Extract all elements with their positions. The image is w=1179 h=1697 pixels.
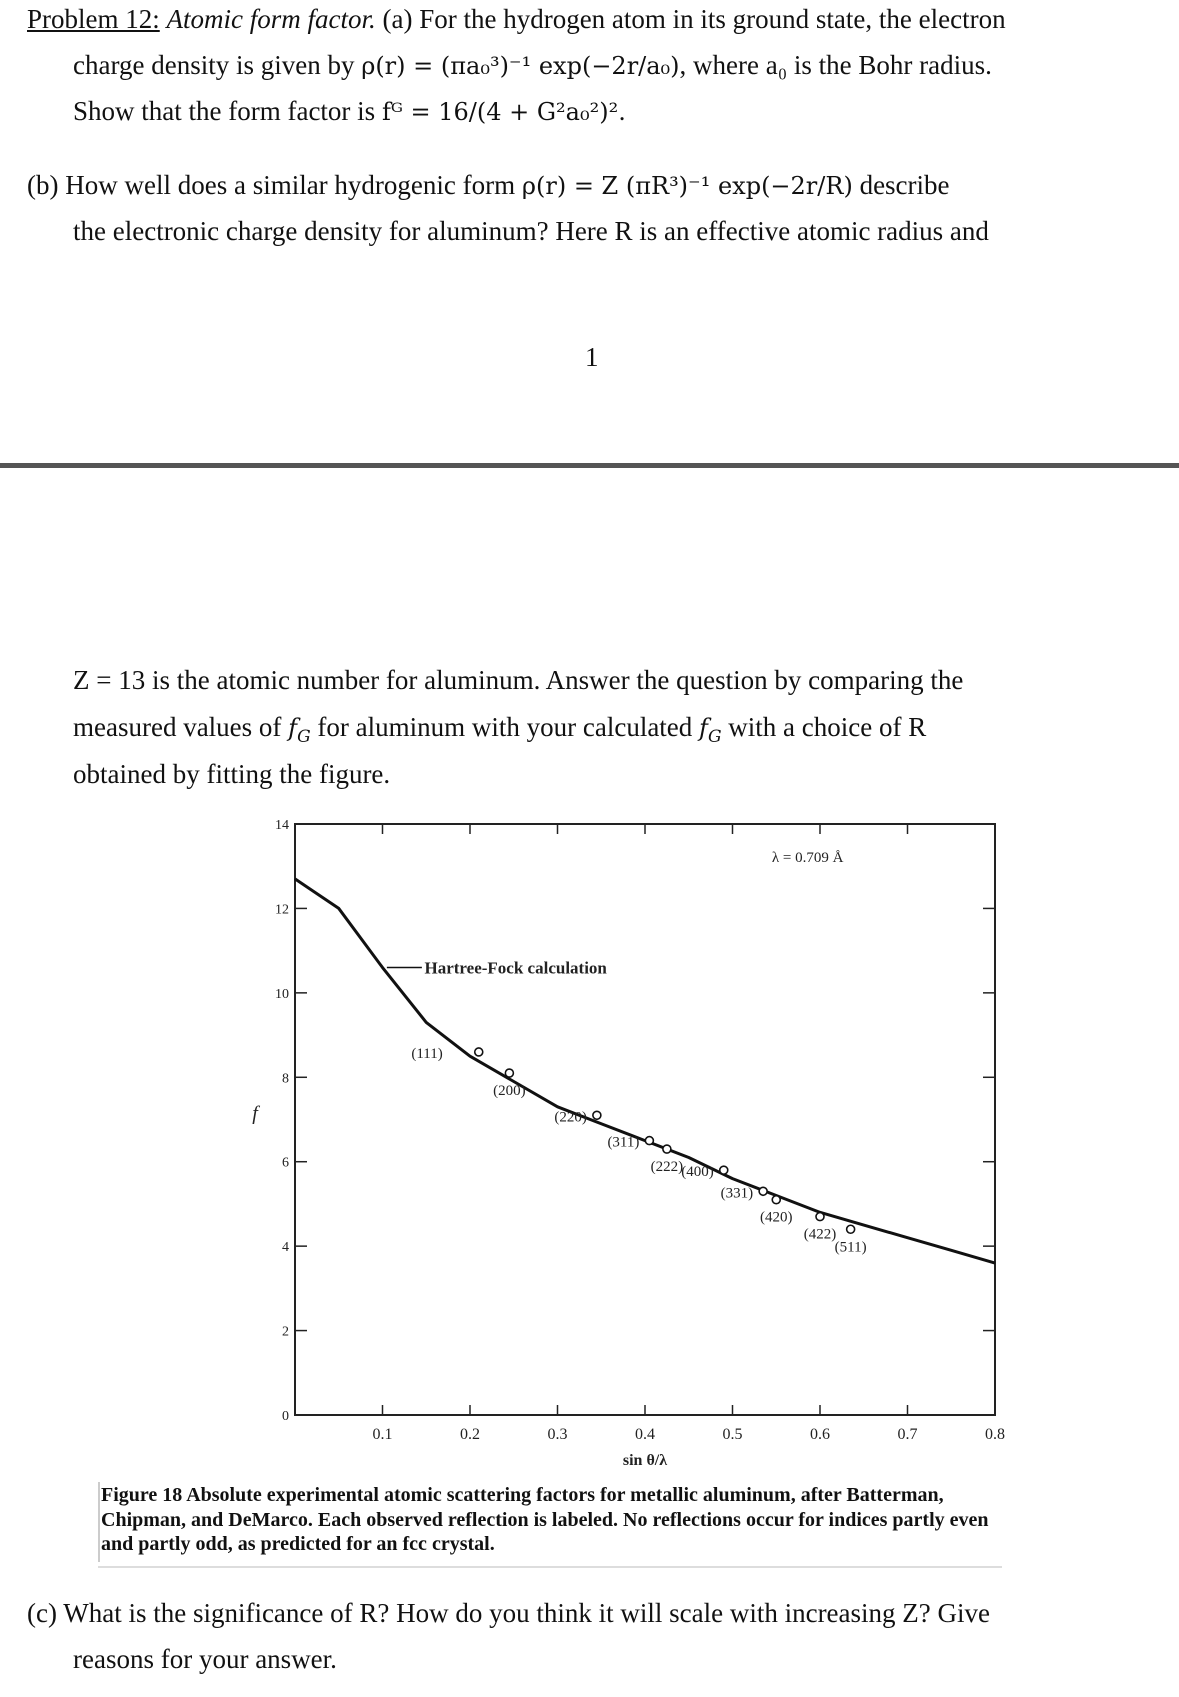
data-point-4 xyxy=(663,1145,671,1153)
part-c-line-1: (c) What is the significance of R? How do you think it will scale with increasing Z? Give xyxy=(27,1598,990,1628)
y-tick-label: 4 xyxy=(282,1240,289,1256)
part-b-cont-text-3: with a choice of R xyxy=(721,712,927,742)
fg-symbol-2: f xyxy=(699,714,708,742)
data-point-label-7: (420) xyxy=(760,1209,793,1226)
wavelength-label: λ = 0.709 Å xyxy=(771,849,844,866)
data-point-label-6: (331) xyxy=(720,1185,754,1202)
data-point-label-3: (311) xyxy=(607,1134,640,1151)
x-tick-label: 0.1 xyxy=(372,1426,393,1443)
part-b-cont-text-2: for aluminum with your calculated xyxy=(310,712,700,742)
data-point-label-0: (111) xyxy=(411,1045,443,1062)
form-factor-formula: fᴳ = 16/(4 + G²a₀²)². xyxy=(381,98,626,126)
part-a-text: charge density is given by xyxy=(73,50,362,80)
figure-caption-text: Absolute experimental atomic scattering factors for metallic aluminum, after Batterman, Chipman, and DeMarco. Each observed reflection is labeled. No reflections occur for indices partly even and partly odd, as predicted for an fcc crystal. xyxy=(101,1484,989,1555)
part-b-cont-line-2 xyxy=(73,712,926,747)
data-point-label-5: (400) xyxy=(681,1164,714,1181)
x-tick-label: 0.5 xyxy=(722,1426,743,1443)
figure-caption-label: Figure 18 xyxy=(101,1484,183,1506)
hydrogen-density-formula: ρ(r) = (πa₀³)⁻¹ exp(−2r/a₀) xyxy=(361,52,680,80)
page-break-rule xyxy=(0,463,1179,468)
data-point-7 xyxy=(772,1196,780,1204)
problem-line-1 xyxy=(27,4,1006,35)
scattering-factor-chart xyxy=(0,808,1179,1478)
part-a-intro: (a) For the hydrogen atom in its ground state, the electron xyxy=(375,4,1006,34)
x-tick-label: 0.7 xyxy=(897,1426,918,1443)
y-tick-label: 8 xyxy=(282,1071,289,1087)
part-b-cont-line-1: Z = 13 is the atomic number for aluminum. Answer the question by comparing the xyxy=(73,665,964,695)
part-b-text: (b) How well does a similar hydrogenic form xyxy=(27,170,522,200)
data-point-8 xyxy=(816,1213,824,1221)
data-point-label-8: (422) xyxy=(803,1226,837,1243)
x-tick-label: 0.4 xyxy=(635,1426,655,1443)
y-axis-label: f xyxy=(252,1102,258,1125)
x-tick-label: 0.3 xyxy=(547,1426,568,1443)
x-tick-label: 0.8 xyxy=(985,1426,1005,1443)
x-tick-label: 0.6 xyxy=(810,1426,830,1443)
part-a-text-2: , where a₀ is the Bohr radius. xyxy=(679,50,992,80)
figure-caption xyxy=(101,1483,995,1557)
y-tick-label: 14 xyxy=(275,818,289,833)
x-tick-label: 0.2 xyxy=(460,1426,480,1443)
part-b-text-2: describe xyxy=(852,170,950,200)
data-point-1 xyxy=(505,1069,513,1077)
data-point-label-1: (200) xyxy=(493,1083,526,1100)
y-tick-label: 10 xyxy=(275,986,289,1002)
problem-title: Atomic form factor. xyxy=(166,4,376,34)
data-point-9 xyxy=(847,1225,855,1233)
fg-subscript: G xyxy=(297,727,311,748)
problem-label: Problem 12: xyxy=(27,4,160,34)
data-point-6 xyxy=(759,1187,767,1195)
fg-symbol: f xyxy=(288,714,298,742)
page-number: 1 xyxy=(585,342,599,372)
data-point-label-4: (222) xyxy=(650,1159,684,1176)
data-point-label-2: (220) xyxy=(554,1109,587,1126)
x-axis-label: sin θ/λ xyxy=(622,1452,668,1469)
data-point-2 xyxy=(593,1111,601,1119)
caption-left-rule xyxy=(98,1482,100,1562)
y-tick-label: 12 xyxy=(275,902,289,918)
hartree-fock-curve xyxy=(295,879,995,1263)
part-a-line-2 xyxy=(73,50,992,81)
caption-bottom-rule xyxy=(98,1566,1002,1568)
part-b-line-1 xyxy=(27,170,950,201)
part-b-cont-text: measured values of xyxy=(73,712,289,742)
data-point-label-9: (511) xyxy=(834,1239,867,1256)
plot-frame xyxy=(295,824,995,1415)
data-point-3 xyxy=(645,1137,653,1145)
data-point-5 xyxy=(720,1166,728,1174)
part-b-line-2: the electronic charge density for aluminum? Here R is an effective atomic radius and xyxy=(73,216,989,246)
part-a-text-3: Show that the form factor is xyxy=(73,96,382,126)
curve-label: Hartree-Fock calculation xyxy=(424,958,607,978)
y-tick-label: 0 xyxy=(282,1409,289,1424)
part-a-line-3 xyxy=(73,96,626,127)
part-b-cont-line-3: obtained by fitting the figure. xyxy=(73,759,391,789)
part-c-line-2: reasons for your answer. xyxy=(73,1644,337,1674)
data-point-0 xyxy=(475,1048,483,1056)
y-tick-label: 2 xyxy=(282,1324,289,1340)
y-tick-label: 6 xyxy=(282,1155,289,1171)
aluminum-density-formula: ρ(r) = Z (πR³)⁻¹ exp(−2r/R) xyxy=(521,172,853,200)
fg-subscript-2: G xyxy=(707,727,722,748)
